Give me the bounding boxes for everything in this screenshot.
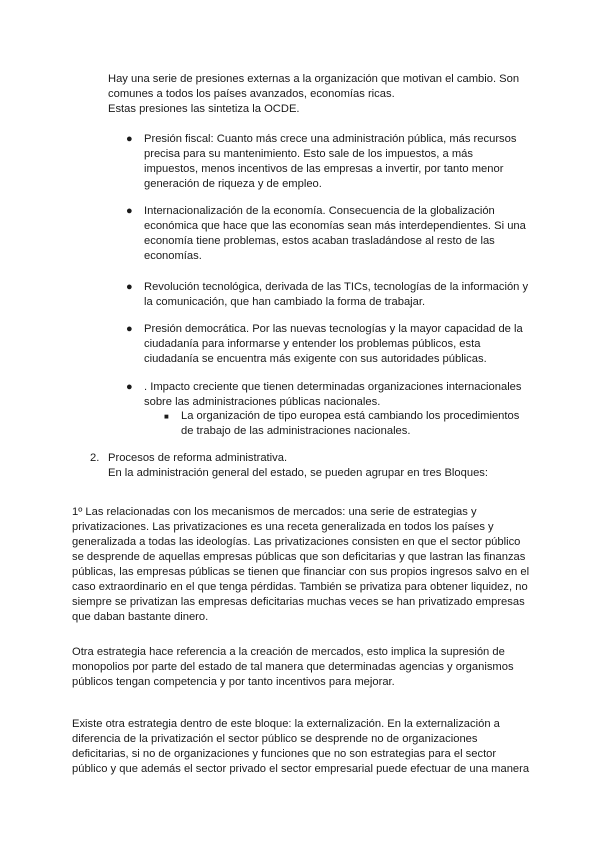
bullet-line: Presión fiscal: Cuanto más crece una administración pública, más recursos bbox=[144, 133, 517, 145]
bullet-line: sobre las administraciones públicas nacionales. bbox=[144, 396, 381, 408]
paragraph-line: Existe otra estrategia dentro de este bloque: la externalización. En la externalización a bbox=[72, 718, 500, 730]
bullet-marker: ● bbox=[126, 381, 133, 393]
bullet-line: generación de riqueza y de empleo. bbox=[144, 178, 322, 190]
paragraph-line: Otra estrategia hace referencia a la creación de mercados, esto implica la supresión de bbox=[72, 646, 505, 658]
section-line: En la administración general del estado, se pueden agrupar en tres Bloques: bbox=[108, 467, 488, 479]
bullet-line: precisa para su mantenimiento. Esto sale de los impuestos, a más bbox=[144, 148, 473, 160]
paragraph-line: privatizaciones. Las privatizaciones es una receta generalizada en todos los países y bbox=[72, 521, 494, 533]
paragraph-line: diferencia de la privatización el sector público se desprende no de organizaciones bbox=[72, 733, 478, 745]
bullet-line: ciudadanía para informarse y entender los problemas públicos, esta bbox=[144, 338, 481, 350]
paragraph-line: que daban bastante dinero. bbox=[72, 611, 209, 623]
bullet-line: Presión democrática. Por las nuevas tecnologías y la mayor capacidad de la bbox=[144, 323, 523, 335]
bullet-line: economías. bbox=[144, 250, 202, 262]
bullet-item-democratica bbox=[144, 322, 523, 367]
bullet-line: ciudadanía se encuentra más exigente con sus autoridades públicas. bbox=[144, 353, 487, 365]
intro-line: comunes a todos los países avanzados, economías ricas. bbox=[108, 88, 395, 100]
bullet-item-revolucion bbox=[144, 280, 528, 310]
bullet-item-fiscal bbox=[144, 132, 516, 192]
bullet-line: económica que hace que las economías sean más interdependientes. Si una bbox=[144, 220, 526, 232]
bullet-marker: ● bbox=[126, 323, 133, 335]
intro-line: Estas presiones las sintetiza la OCDE. bbox=[108, 103, 300, 115]
intro-line: Hay una serie de presiones externas a la organización que motivan el cambio. Son bbox=[108, 73, 520, 85]
bullet-item-internacionalizacion bbox=[144, 204, 526, 264]
bullet-line: impuestos, menos incentivos de las empresas a invertir, por tanto menor bbox=[144, 163, 504, 175]
paragraph-line: deficitarias, si no de organizaciones y funciones que no son estrategias para el sector bbox=[72, 748, 497, 760]
paragraph-creacion-mercados bbox=[72, 645, 514, 690]
bullet-marker: ● bbox=[126, 133, 133, 145]
paragraph-line: caso extraordinario en el que tenga pérdidas. También se privatiza para obtener liquidez, no bbox=[72, 581, 528, 593]
section-line: Procesos de reforma administrativa. bbox=[108, 452, 288, 464]
section-number: 2. bbox=[90, 452, 100, 464]
paragraph-mercados bbox=[72, 505, 529, 625]
paragraph-line: públicas, las empresas públicas se tienen que financiar con sus propios ingresos salvo en el bbox=[72, 566, 530, 578]
sub-bullet-line: de trabajo de las administraciones nacionales. bbox=[181, 425, 411, 437]
bullet-line: Internacionalización de la economía. Consecuencia de la globalización bbox=[144, 205, 495, 217]
paragraph-line: públicos tengan competencia y por tanto incentivos para mejorar. bbox=[72, 676, 395, 688]
bullet-marker: ● bbox=[126, 205, 133, 217]
paragraph-line: siempre se privatizan las empresas deficitarias muchas veces se han privatizado empresas bbox=[72, 596, 525, 608]
paragraph-line: monopolios por parte del estado de tal manera que determinadas agencias y organismos bbox=[72, 661, 514, 673]
bullet-line: la comunicación, que han cambiado la forma de trabajar. bbox=[144, 296, 426, 308]
paragraph-line: 1º Las relacionadas con los mecanismos de mercados: una serie de estrategias y bbox=[72, 506, 477, 518]
sub-bullet-marker: ■ bbox=[164, 412, 169, 421]
bullet-item-impacto bbox=[144, 380, 522, 410]
intro-paragraph bbox=[108, 72, 519, 117]
paragraph-line: se desprende de aquellas empresas públicas que son deficitarias y que lastran las finanzas bbox=[72, 551, 526, 563]
paragraph-line: público y que además el sector privado el sector empresarial puede efectuar de una manera bbox=[72, 763, 530, 775]
bullet-line: economía tiene problemas, estos acaban trasladándose al resto de las bbox=[144, 235, 495, 247]
paragraph-externalizacion bbox=[72, 717, 529, 777]
bullet-line: . Impacto creciente que tienen determinadas organizaciones internacionales bbox=[144, 381, 522, 393]
bullet-line: Revolución tecnológica, derivada de las TICs, tecnologías de la información y bbox=[144, 281, 529, 293]
paragraph-line: generalizada a todas las ideologías. Las privatizaciones consisten en que el sector público bbox=[72, 536, 521, 548]
sub-bullet-line: La organización de tipo europea está cambiando los procedimientos bbox=[181, 410, 520, 422]
section-2-heading bbox=[108, 451, 488, 481]
sub-bullet-item bbox=[181, 409, 519, 439]
bullet-marker: ● bbox=[126, 281, 133, 293]
